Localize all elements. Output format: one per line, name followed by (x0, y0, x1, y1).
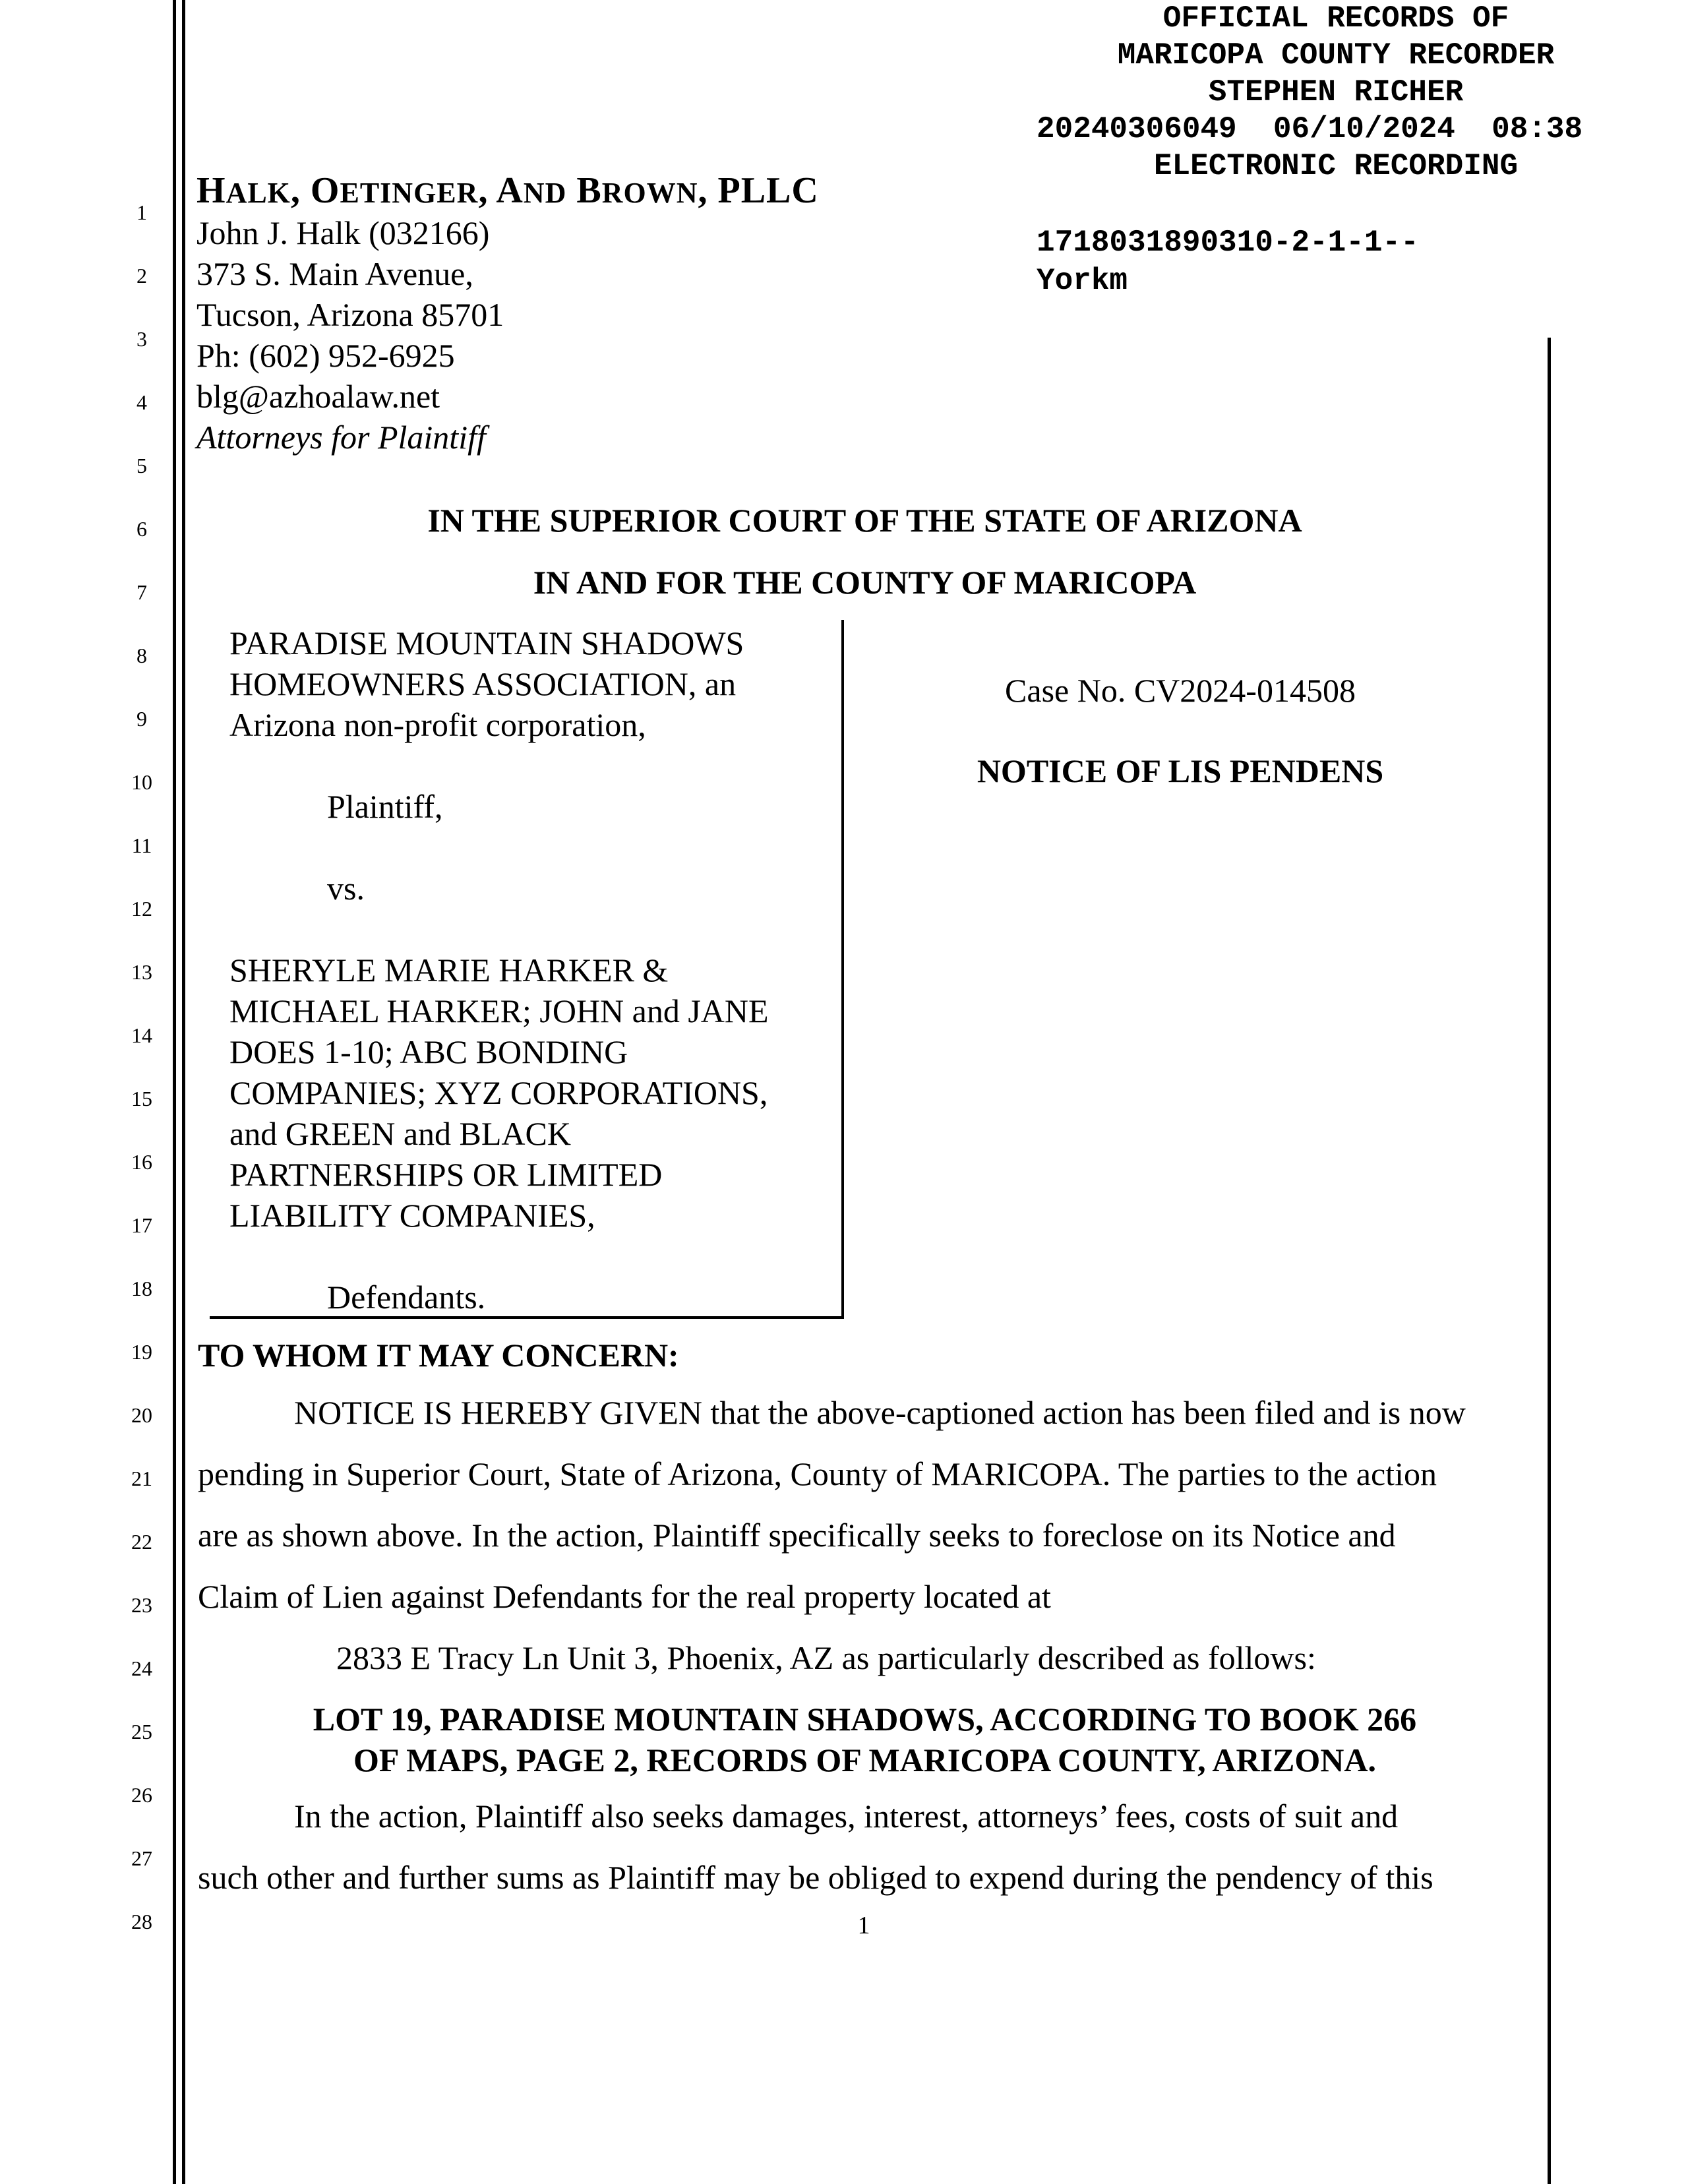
line-number: 6 (136, 517, 147, 541)
stamp-line: Yorkm (1037, 264, 1128, 298)
caption-vertical-rule (841, 620, 844, 1319)
line-number: 15 (131, 1087, 152, 1110)
line-number: 10 (131, 770, 152, 794)
paragraph-1-line: Claim of Lien against Defendants for the real property located at (198, 1578, 1051, 1615)
stamp-line: STEPHEN RICHER (1208, 75, 1464, 109)
left-margin-rule-outer (173, 0, 176, 2184)
line-number: 24 (131, 1656, 152, 1680)
line-number: 8 (136, 644, 147, 667)
line-number: 1 (136, 200, 147, 224)
line-number: 14 (131, 1023, 152, 1047)
line-number: 26 (131, 1783, 152, 1807)
firm-address-2: Tucson, Arizona 85701 (196, 296, 504, 333)
left-margin-rule-inner (182, 0, 185, 2184)
line-number: 16 (131, 1150, 152, 1174)
line-number: 25 (131, 1720, 152, 1744)
page-number: 1 (857, 1912, 870, 1939)
line-number: 17 (131, 1213, 152, 1237)
defendant-line: SHERYLE MARIE HARKER & (229, 952, 669, 988)
defendant-line: MICHAEL HARKER; JOHN and JANE (229, 992, 769, 1029)
line-number: 3 (136, 327, 147, 351)
firm-name: HALK, OETINGER, AND BROWN, PLLC (196, 170, 819, 211)
line-number: 20 (131, 1403, 152, 1427)
line-number: 22 (131, 1530, 152, 1554)
versus-label: vs. (327, 870, 365, 907)
attorney-role: Attorneys for Plaintiff (196, 419, 486, 456)
line-number: 28 (131, 1910, 152, 1933)
property-address: 2833 E Tracy Ln Unit 3, Phoenix, AZ as particularly described as follows: (336, 1639, 1316, 1676)
legal-description-line: OF MAPS, PAGE 2, RECORDS OF MARICOPA COUNTY, ARIZONA. (353, 1742, 1376, 1778)
plaintiff-label: Plaintiff, (327, 788, 443, 825)
stamp-line: 1718031890310-2-1-1-- (1037, 226, 1419, 260)
line-number: 13 (131, 960, 152, 984)
line-number: 4 (136, 390, 147, 414)
plaintiff-line: HOMEOWNERS ASSOCIATION, an (229, 665, 737, 702)
plaintiff-line: Arizona non-profit corporation, (229, 706, 646, 743)
plaintiff-line: PARADISE MOUNTAIN SHADOWS (229, 624, 744, 661)
defendant-line: PARTNERSHIPS OR LIMITED (229, 1156, 663, 1193)
line-number: 23 (131, 1593, 152, 1617)
stamp-line: OFFICIAL RECORDS OF (1162, 1, 1509, 36)
firm-email: blg@azhoalaw.net (196, 378, 440, 415)
defendant-line: LIABILITY COMPANIES, (229, 1197, 595, 1234)
line-number: 5 (136, 454, 147, 477)
line-number: 12 (131, 897, 152, 921)
paragraph-2-line: such other and further sums as Plaintiff may be obliged to expend during the pendency of this (198, 1859, 1433, 1896)
paragraph-1-line: pending in Superior Court, State of Arizona, County of MARICOPA. The parties to the action (198, 1455, 1437, 1492)
court-heading-1: IN THE SUPERIOR COURT OF THE STATE OF ARIZONA (427, 502, 1302, 539)
stamp-line: MARICOPA COUNTY RECORDER (1117, 38, 1555, 73)
defendant-line: and GREEN and BLACK (229, 1115, 571, 1152)
defendant-line: COMPANIES; XYZ CORPORATIONS, (229, 1074, 768, 1111)
paragraph-2-line: In the action, Plaintiff also seeks damages, interest, attorneys’ fees, costs of suit and (294, 1798, 1399, 1835)
line-number: 11 (131, 834, 152, 857)
defendants-label: Defendants. (327, 1279, 486, 1316)
legal-description-line: LOT 19, PARADISE MOUNTAIN SHADOWS, ACCORDING TO BOOK 266 (313, 1701, 1417, 1738)
document-title: NOTICE OF LIS PENDENS (977, 752, 1384, 789)
line-number: 21 (131, 1467, 152, 1490)
line-number: 7 (136, 580, 147, 604)
case-number: Case No. CV2024-014508 (1005, 672, 1356, 709)
line-number: 18 (131, 1277, 152, 1300)
line-number: 9 (136, 707, 147, 731)
right-margin-rule (1548, 338, 1551, 2184)
attorney-name: John J. Halk (032166) (196, 214, 490, 251)
paragraph-1-line: NOTICE IS HEREBY GIVEN that the above-captioned action has been filed and is now (294, 1394, 1466, 1431)
caption-bottom-rule (210, 1316, 844, 1319)
court-heading-2: IN AND FOR THE COUNTY OF MARICOPA (533, 564, 1197, 601)
firm-phone: Ph: (602) 952-6925 (196, 337, 455, 374)
firm-address-1: 373 S. Main Avenue, (196, 255, 473, 292)
line-number: 19 (131, 1340, 152, 1364)
stamp-line: 20240306049 06/10/2024 08:38 (1037, 112, 1583, 146)
stamp-line: ELECTRONIC RECORDING (1153, 149, 1519, 183)
line-number: 2 (136, 264, 147, 288)
salutation: TO WHOM IT MAY CONCERN: (198, 1337, 679, 1374)
defendant-line: DOES 1-10; ABC BONDING (229, 1033, 628, 1070)
paragraph-1-line: are as shown above. In the action, Plaintiff specifically seeks to foreclose on its Notice and (198, 1517, 1396, 1554)
line-number: 27 (131, 1846, 152, 1870)
